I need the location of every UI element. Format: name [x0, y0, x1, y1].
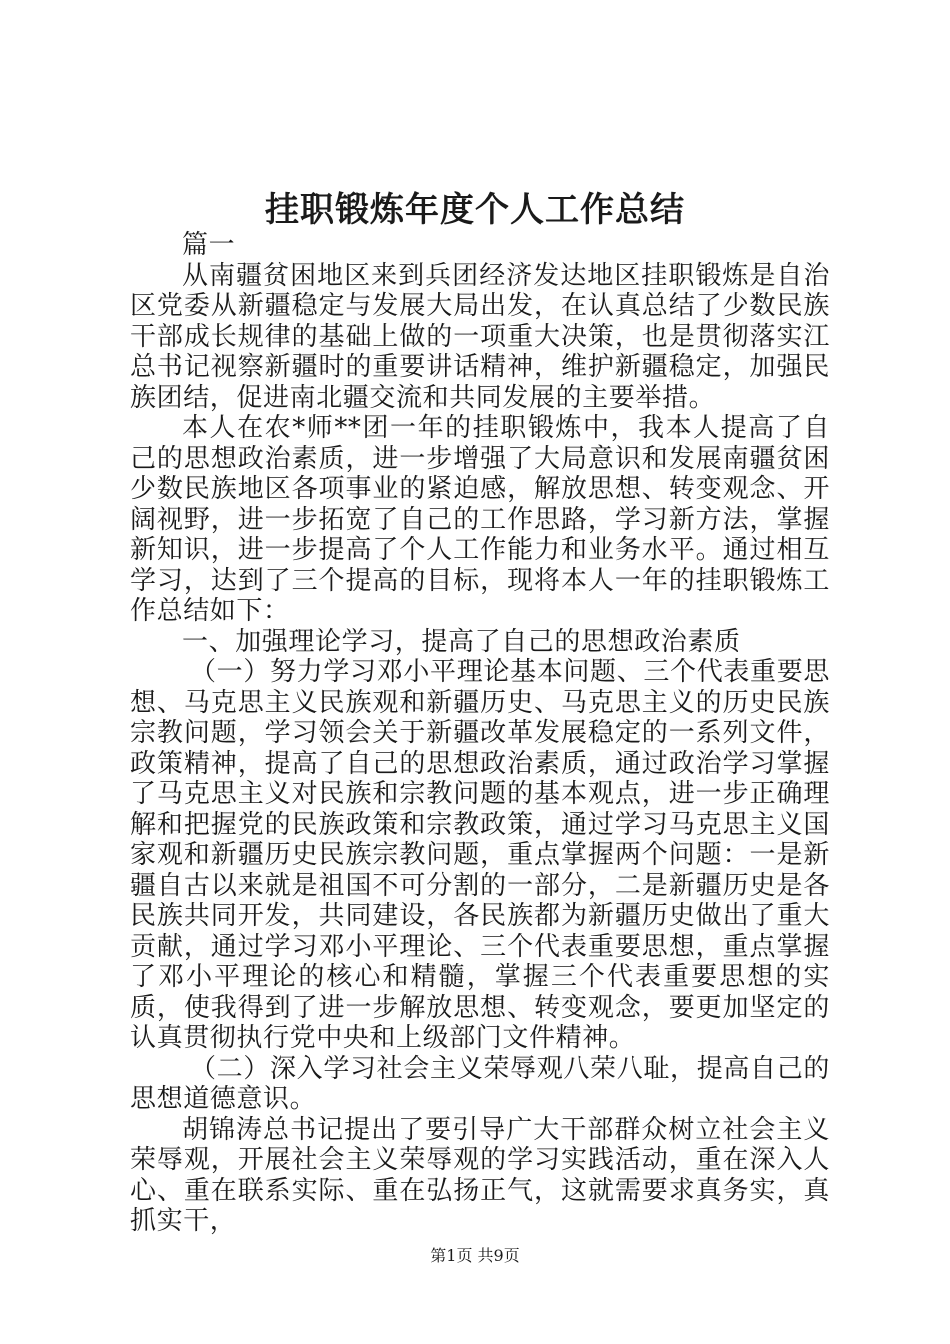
page-footer: 第1页 共9页: [430, 1246, 520, 1265]
paragraph-honor-disgrace: 胡锦涛总书记提出了要引导广大干部群众树立社会主义荣辱观，开展社会主义荣辱观的学习实践活动，重在深入人心、重在联系实际、重在弘扬正气，这就需要求真务实，真抓实干，: [130, 1114, 830, 1236]
section-heading-1: 一、加强理论学习，提高了自己的思想政治素质: [182, 626, 741, 657]
subsection-1: （一）努力学习邓小平理论基本问题、三个代表重要思想、马克思主义民族观和新疆历史、马克思主义的历史民族宗教问题，学习领会关于新疆改革发展稳定的一系列文件，政策精神，提高了自己的思想政治素质，通过政治学习掌握了马克思主义对民族和宗教问题的基本观点，进一步正确理解和把握党的民族政策和宗教政策，通过学习马克思主义国家观和新疆历史民族宗教问题，重点掌握两个问题：一是新疆自古以来就是祖国不可分割的一部分，二是新疆历史是各民族共同开发，共同建设，各民族都为新疆历史做出了重大贡献，通过学习邓小平理论、三个代表重要思想，重点掌握了邓小平理论的核心和精髓，掌握三个代表重要思想的实质，使我得到了进一步解放思想、转变观念，要更加坚定的认真贯彻执行党中央和上级部门文件精神。: [130, 657, 830, 1053]
document-body: [130, 230, 830, 1237]
paragraph-summary: 本人在农*师**团一年的挂职锻炼中，我本人提高了自己的思想政治素质，进一步增强了大局意识和发展南疆贫困少数民族地区各项事业的紧迫感，解放思想、转变观念、开阔视野，进一步拓宽了自己的工作思路，学习新方法，掌握新知识，进一步提高了个人工作能力和业务水平。通过相互学习，达到了三个提高的目标，现将本人一年的挂职锻炼工作总结如下：: [130, 413, 830, 626]
paragraph-intro: 从南疆贫困地区来到兵团经济发达地区挂职锻炼是自治区党委从新疆稳定与发展大局出发，在认真总结了少数民族干部成长规律的基础上做的一项重大决策，也是贯彻落实江总书记视察新疆时的重要讲话精神，维护新疆稳定，加强民族团结，促进南北疆交流和共同发展的主要举措。: [130, 260, 830, 413]
subsection-2: （二）深入学习社会主义荣辱观八荣八耻，提高自己的思想道德意识。: [130, 1053, 830, 1114]
section-label: 篇一: [182, 230, 236, 260]
document-title: 挂职锻炼年度个人工作总结: [265, 190, 685, 230]
